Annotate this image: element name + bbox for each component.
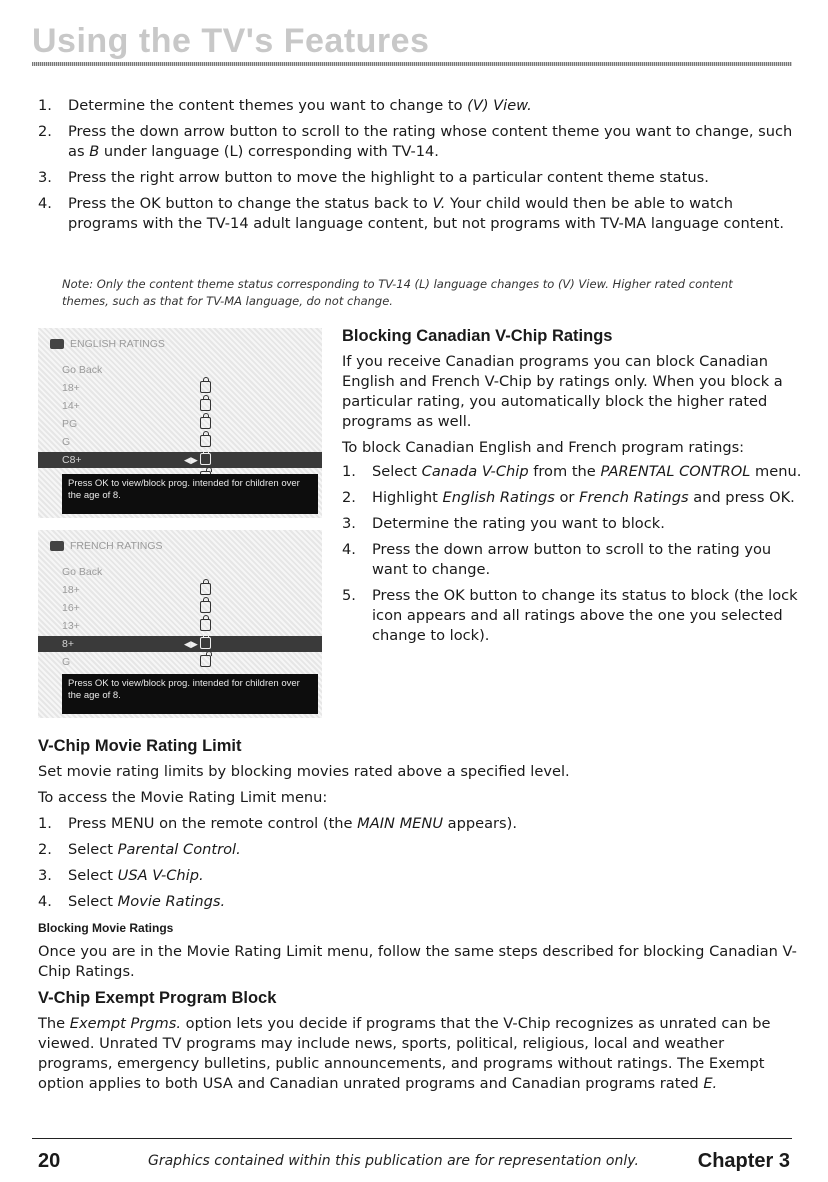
- paragraph: If you receive Canadian programs you can block Canadian English and French V-Chip by ratings only. When you block a particular rating, you automatically block the higher rated programs as well.: [342, 353, 783, 430]
- arrows-icon: ◀▶: [184, 639, 198, 649]
- menu-row: Go Back: [62, 566, 103, 578]
- list-item: 3. Determine the rating you want to block.: [342, 515, 665, 532]
- chapter-label: Chapter 3: [697, 1150, 790, 1172]
- paragraph: The Exempt Prgms. option lets you decide if programs that the V-Chip recognizes as unrated can be viewed. Unrated TV programs may include news, sports, political, religious, local and weather programs, emergency bulletins, public announcements, and programs without ratings. The Exempt option applies to both USA and Canadian unrated programs and Canadian programs rated E.: [38, 1015, 771, 1092]
- page-title: Using the TV's Features: [32, 22, 430, 60]
- menu-row: 18+: [62, 380, 312, 396]
- menu-row: 16+: [62, 600, 312, 616]
- screen-header: ENGLISH RATINGS: [50, 338, 165, 350]
- menu-icon: [50, 339, 64, 349]
- list-item: 1. Determine the content themes you want to change to (V) View.: [38, 97, 532, 114]
- menu-row: Go Back: [62, 364, 103, 376]
- footer-disclaimer: Graphics contained within this publication are for representation only.: [148, 1153, 639, 1169]
- paragraph: Set movie rating limits by blocking movies rated above a specified level.: [38, 763, 570, 780]
- list-item: 4. Select Movie Ratings.: [38, 893, 226, 910]
- lock-icon: [200, 619, 211, 631]
- list-item: 1. Select Canada V-Chip from the PARENTAL CONTROL menu.: [342, 463, 802, 480]
- list-item: 5. Press the OK button to change its status to block (the lock icon appears and all ratings above the one you selected change to lock).: [342, 587, 798, 644]
- footer-rule: [32, 1138, 792, 1139]
- unlock-icon: [200, 655, 211, 667]
- list-item: 3. Press the right arrow button to move the highlight to a particular content theme status.: [38, 169, 709, 186]
- section-heading: Blocking Canadian V-Chip Ratings: [342, 327, 613, 345]
- lock-icon: [200, 417, 211, 429]
- lock-icon: [200, 583, 211, 595]
- menu-row-selected: C8+ ◀▶: [38, 452, 322, 468]
- list-item: 4. Press the OK button to change the status back to V. Your child would then be able to watch programs with the TV-14 adult language content, but not programs with TV-MA language content.: [38, 195, 785, 232]
- paragraph: To access the Movie Rating Limit menu:: [38, 789, 328, 806]
- lock-icon: [200, 381, 211, 393]
- lower-section: [38, 736, 798, 1100]
- menu-row: 13+: [62, 618, 312, 634]
- menu-row-selected: 8+ ◀▶: [38, 636, 322, 652]
- paragraph: Once you are in the Movie Rating Limit menu, follow the same steps described for blocking Canadian V-Chip Ratings.: [38, 943, 797, 980]
- paragraph: To block Canadian English and French program ratings:: [342, 439, 745, 456]
- menu-row: 18+: [62, 582, 312, 598]
- lock-icon: [200, 399, 211, 411]
- note: Note: Only the content theme status corresponding to TV-14 (L) language changes to (V) View. Higher rated content themes, such as that for TV-MA language, do not change.: [62, 277, 733, 308]
- intro-steps: [38, 96, 798, 240]
- menu-row: G: [62, 434, 312, 450]
- menu-icon: [50, 541, 64, 551]
- menu-row: G: [62, 654, 312, 670]
- section-heading: V-Chip Movie Rating Limit: [38, 737, 242, 755]
- french-ratings-screen: [38, 530, 322, 718]
- english-ratings-screen: [38, 328, 322, 518]
- lock-icon: [200, 601, 211, 613]
- list-item: 2. Select Parental Control.: [38, 841, 241, 858]
- list-item: 4. Press the down arrow button to scroll to the rating you want to change.: [342, 541, 772, 578]
- screen-header: FRENCH RATINGS: [50, 540, 163, 552]
- lock-icon: [200, 637, 211, 649]
- list-item: 2. Highlight English Ratings or French Ratings and press OK.: [342, 489, 795, 506]
- section-heading: V-Chip Exempt Program Block: [38, 989, 277, 1007]
- lock-icon: [200, 453, 211, 465]
- arrows-icon: ◀▶: [184, 455, 198, 465]
- help-message: Press OK to view/block prog. intended for children over the age of 8.: [62, 474, 318, 514]
- page-number: 20: [38, 1150, 61, 1172]
- list-item: 2. Press the down arrow button to scroll to the rating whose content theme you want to change, such as B under language (L) corresponding with TV-14.: [38, 123, 793, 160]
- lock-icon: [200, 435, 211, 447]
- menu-row: PG: [62, 416, 312, 432]
- list-item: 3. Select USA V-Chip.: [38, 867, 204, 884]
- list-item: 1. Press MENU on the remote control (the MAIN MENU appears).: [38, 815, 517, 832]
- canadian-section: [342, 326, 802, 652]
- help-message: Press OK to view/block prog. intended for children over the age of 8.: [62, 674, 318, 714]
- title-rule: [32, 62, 792, 66]
- menu-row: 14+: [62, 398, 312, 414]
- subheading: Blocking Movie Ratings: [38, 921, 174, 935]
